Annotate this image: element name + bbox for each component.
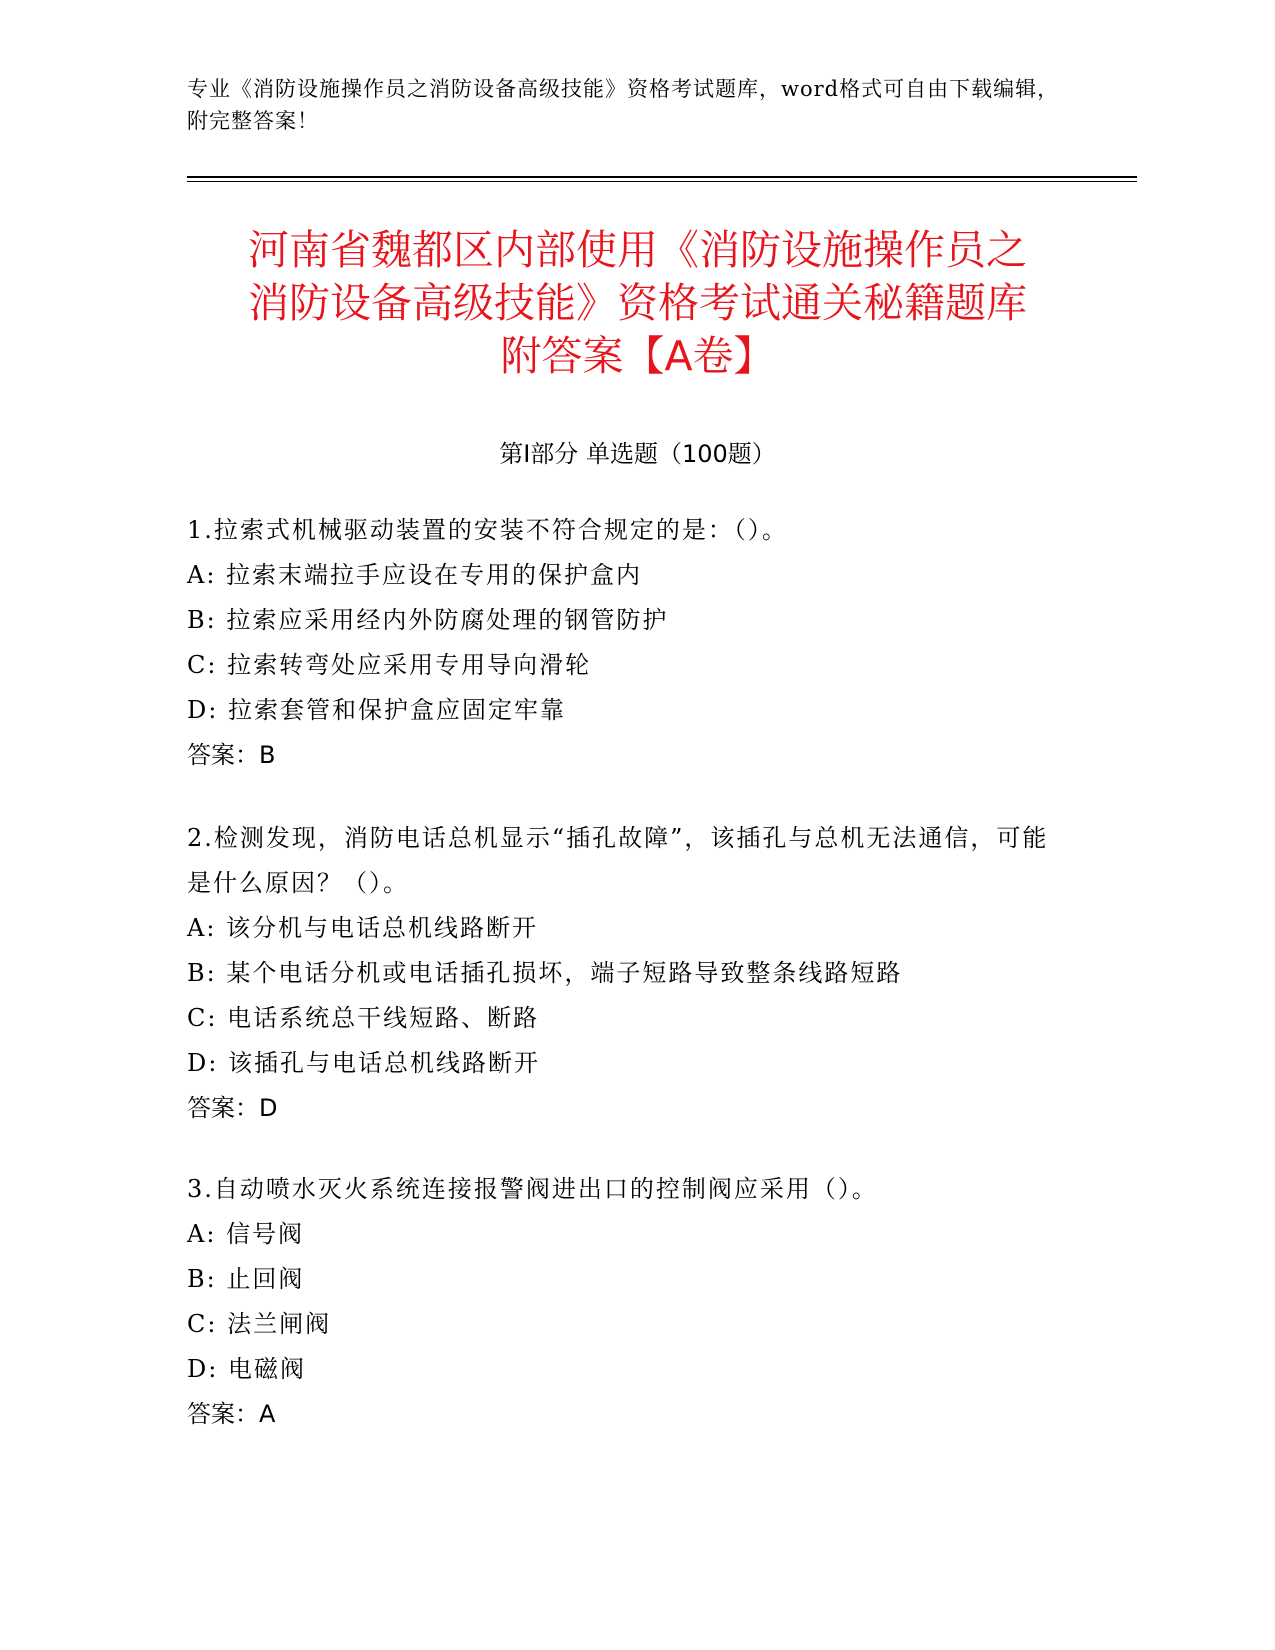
option-b: B: 止回阀 <box>187 1265 305 1293</box>
title-line-2: 消防设备高级技能》资格考试通关秘籍题库 <box>248 279 1027 327</box>
option-b: B: 拉索应采用经内外防腐处理的钢管防护 <box>187 606 669 634</box>
question-2 <box>187 816 1067 1131</box>
option-a: A: 该分机与电话总机线路断开 <box>187 914 539 942</box>
option-d: D: 电磁阀 <box>187 1355 306 1383</box>
document-title <box>160 224 1115 383</box>
answer-line: 答案：A <box>187 1400 276 1428</box>
question-stem: 3.自动喷水灭火系统连接报警阀进出口的控制阀应采用（）。 <box>187 1175 878 1203</box>
option-a: A: 拉索末端拉手应设在专用的保护盒内 <box>187 561 643 589</box>
option-a: A: 信号阀 <box>187 1220 305 1248</box>
question-stem: 2.检测发现，消防电话总机显示“插孔故障”，该插孔与总机无法通信，可能是什么原因？（）。 <box>187 824 1049 897</box>
question-3 <box>187 1167 1067 1437</box>
option-c: C: 电话系统总干线短路、断路 <box>187 1004 540 1032</box>
header-divider-thin <box>187 181 1137 182</box>
answer-line: 答案：B <box>187 741 276 769</box>
option-d: D: 该插孔与电话总机线路断开 <box>187 1049 540 1077</box>
question-1 <box>187 508 1067 778</box>
option-d: D: 拉索套管和保护盒应固定牢靠 <box>187 696 566 724</box>
option-b: B: 某个电话分机或电话插孔损坏，端子短路导致整条线路短路 <box>187 959 903 987</box>
title-line-3: 附答案【A卷】 <box>500 332 775 380</box>
header-divider-thick <box>187 176 1137 178</box>
header-note: 专业《消防设施操作员之消防设备高级技能》资格考试题库，word格式可自由下载编辑，附完整答案！ <box>187 77 1060 133</box>
option-c: C: 拉索转弯处应采用专用导向滑轮 <box>187 651 592 679</box>
title-line-1: 河南省魏都区内部使用《消防设施操作员之 <box>248 226 1027 274</box>
question-stem: 1.拉索式机械驱动装置的安装不符合规定的是：（）。 <box>187 516 788 544</box>
section-heading: 第Ⅰ部分 单选题（100题） <box>499 440 776 468</box>
option-c: C: 法兰闸阀 <box>187 1310 332 1338</box>
answer-line: 答案：D <box>187 1094 278 1122</box>
